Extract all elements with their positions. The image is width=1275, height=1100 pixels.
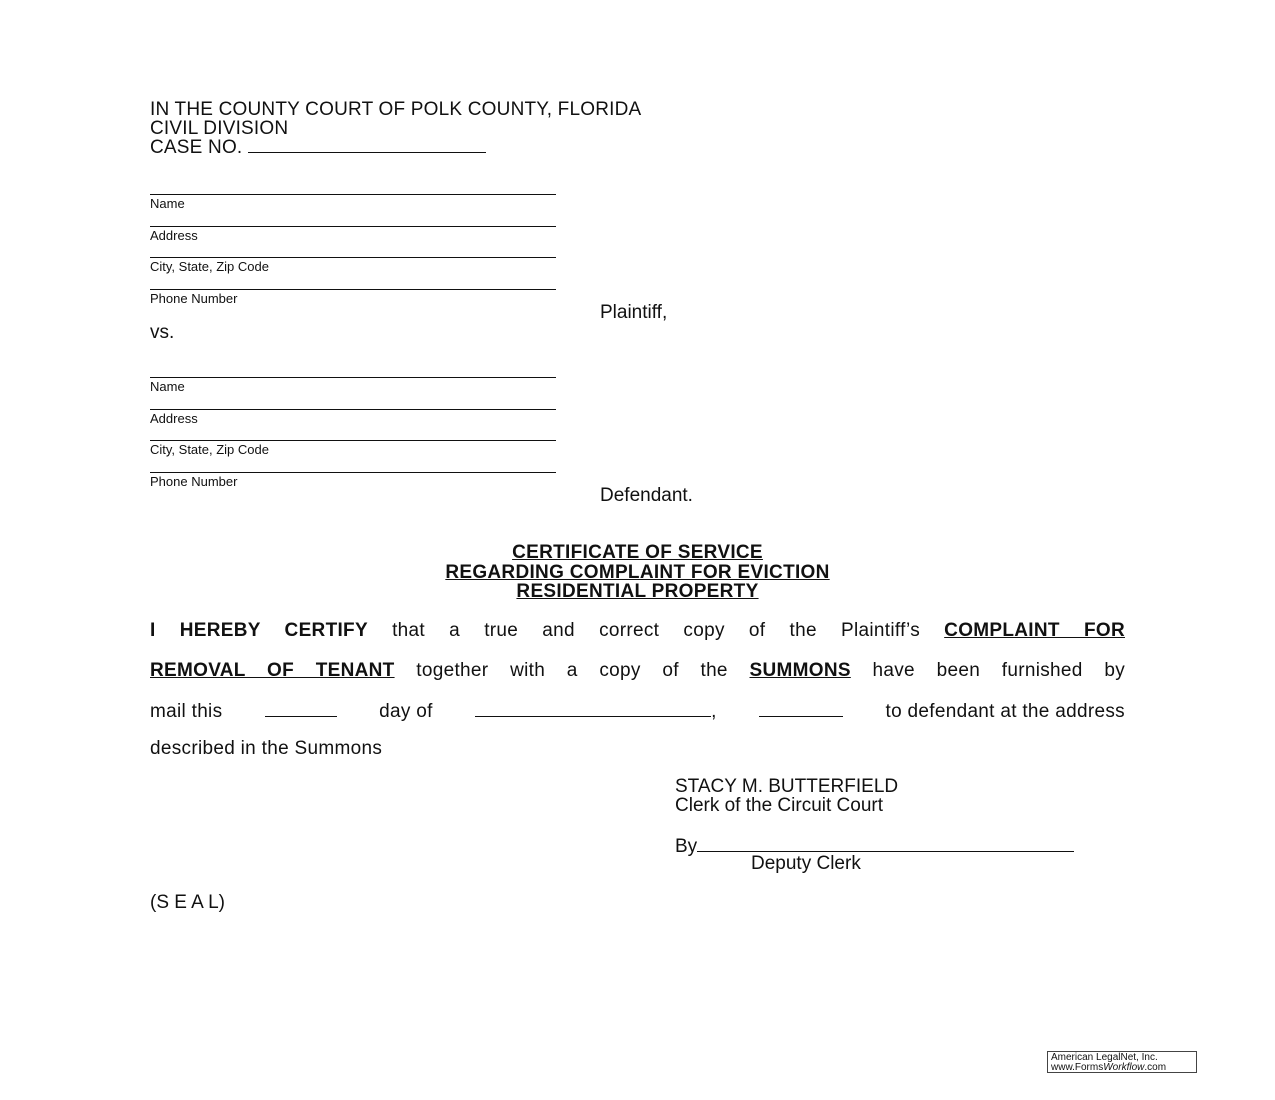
signature-row: [675, 834, 1074, 856]
field-label: Name: [150, 379, 185, 394]
certify-line3: [150, 700, 1125, 721]
plaintiff-name-field[interactable]: [150, 194, 556, 210]
field-label: Address: [150, 228, 198, 243]
day-blank[interactable]: [265, 700, 337, 717]
defendant-label: Defendant.: [600, 485, 693, 506]
month-blank[interactable]: [475, 700, 711, 717]
body-text: to defendant at the address: [885, 701, 1125, 722]
publisher-name: American LegalNet, Inc.: [1051, 1052, 1158, 1063]
summons-phrase: SUMMONS: [749, 660, 851, 681]
publisher-badge: [1047, 1051, 1197, 1073]
court-heading: IN THE COUNTY COURT OF POLK COUNTY, FLORIDA: [150, 99, 642, 120]
complaint-phrase: REMOVAL OF TENANT: [150, 660, 395, 681]
certify-phrase: I HEREBY CERTIFY: [150, 620, 368, 641]
field-label: Name: [150, 196, 185, 211]
seal-label: (S E A L): [150, 892, 225, 913]
case-number-field[interactable]: [248, 138, 486, 153]
url-italic: Workflow: [1103, 1062, 1145, 1073]
field-label: City, State, Zip Code: [150, 259, 269, 274]
publisher-url: [1051, 1063, 1196, 1073]
signature-line[interactable]: [697, 834, 1074, 852]
field-label: City, State, Zip Code: [150, 442, 269, 457]
url-prefix: www.Forms: [1051, 1062, 1104, 1073]
plaintiff-label: Plaintiff,: [600, 302, 668, 323]
certify-line1: [150, 621, 1125, 640]
case-number-label: CASE NO.: [150, 137, 243, 158]
defendant-city-field[interactable]: [150, 440, 556, 456]
defendant-phone-field[interactable]: [150, 472, 556, 488]
by-label: By: [675, 836, 698, 857]
body-text: day of: [379, 701, 433, 722]
division-heading: CIVIL DIVISION: [150, 118, 289, 139]
case-number-row: [150, 138, 486, 157]
body-text: ,: [711, 701, 717, 722]
body-text: have been furnished by: [850, 660, 1125, 681]
document-title-line3: RESIDENTIAL PROPERTY: [516, 581, 759, 602]
versus-label: vs.: [150, 322, 175, 343]
deputy-clerk-label: Deputy Clerk: [751, 853, 861, 874]
url-suffix: .com: [1144, 1062, 1167, 1073]
plaintiff-address-field[interactable]: [150, 226, 556, 242]
certify-line4: described in the Summons: [150, 738, 383, 759]
document-title-line2: REGARDING COMPLAINT FOR EVICTION: [445, 562, 830, 583]
complaint-phrase: COMPLAINT FOR: [944, 620, 1125, 641]
plaintiff-phone-field[interactable]: [150, 289, 556, 305]
field-label: Phone Number: [150, 291, 238, 306]
body-text: mail this: [150, 701, 223, 722]
body-text: that a true and correct copy of the Plaintiff’s: [367, 620, 945, 641]
defendant-name-field[interactable]: [150, 377, 556, 393]
clerk-name: STACY M. BUTTERFIELD: [675, 776, 899, 797]
plaintiff-city-field[interactable]: [150, 257, 556, 273]
body-text: together with a copy of the: [394, 660, 750, 681]
field-label: Phone Number: [150, 474, 238, 489]
clerk-title: Clerk of the Circuit Court: [675, 795, 884, 816]
document-title-line1: CERTIFICATE OF SERVICE: [512, 542, 763, 563]
defendant-address-field[interactable]: [150, 409, 556, 425]
month-group: [475, 700, 717, 721]
certify-line2: [150, 661, 1125, 680]
year-blank[interactable]: [759, 700, 843, 717]
field-label: Address: [150, 411, 198, 426]
